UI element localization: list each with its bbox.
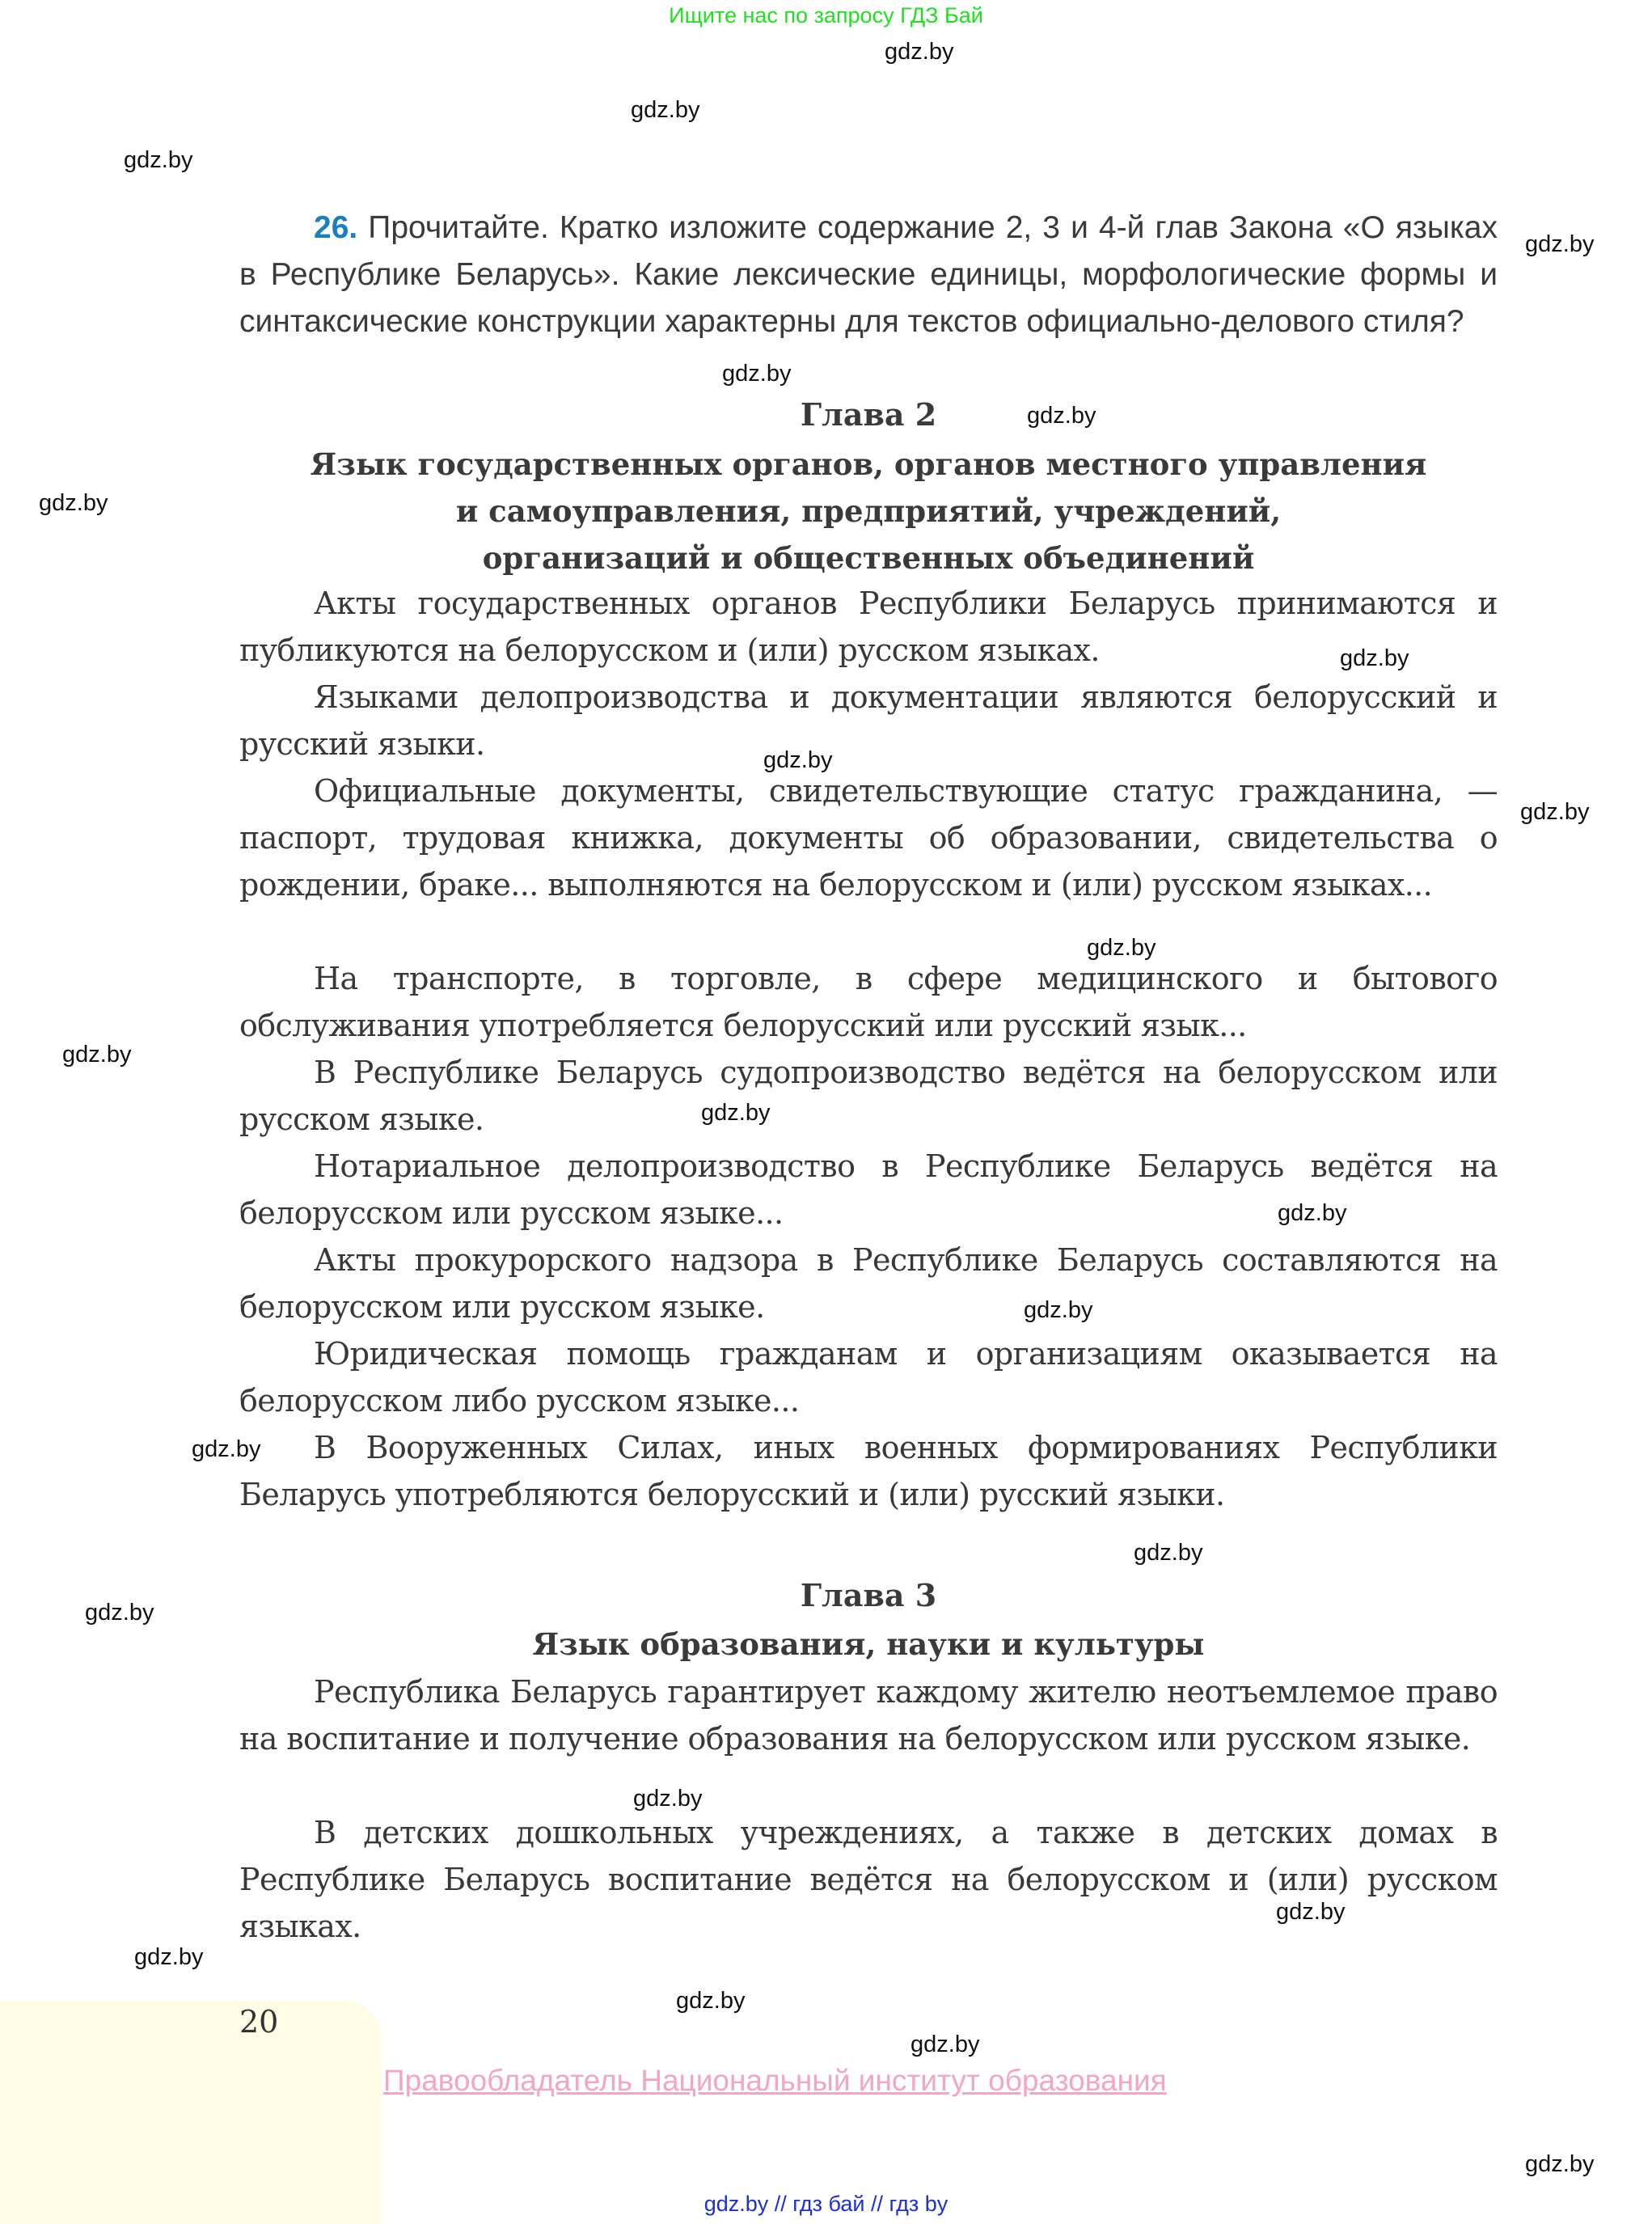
search-banner: Ищите нас по запросу ГДЗ Бай xyxy=(669,3,983,27)
paragraph: Республика Беларусь гарантирует каждому жителю неотъемлемое право на воспитание и получение образования на белорусском или русском языке. xyxy=(239,1674,1498,1757)
watermark: gdz.by xyxy=(1024,1297,1093,1323)
watermark: gdz.by xyxy=(1027,403,1096,429)
paragraph: Юридическая помощь гражданам и организациям оказывается на белорусском либо русском языке... xyxy=(239,1336,1498,1419)
watermark: gdz.by xyxy=(1134,1540,1203,1566)
watermark: gdz.by xyxy=(722,361,792,387)
watermark: gdz.by xyxy=(1520,799,1590,825)
paragraph: В Вооруженных Силах, иных военных формированиях Республики Беларусь употребляются белорусский и (или) русский языки. xyxy=(239,1430,1498,1512)
paragraph: На транспорте, в торговле, в сфере медицинского и бытового обслуживания употребляется белорусский или русский язык... xyxy=(239,961,1498,1043)
watermark: gdz.by xyxy=(1278,1200,1347,1226)
watermark: gdz.by xyxy=(62,1042,132,1068)
watermark: gdz.by xyxy=(134,1944,204,1970)
watermark: gdz.by xyxy=(763,747,833,773)
task-text: Прочитайте. Кратко изложите содержание 2, 3 и 4-й глав Закона «О языках в Республике Беларусь». Какие лексические единицы, морфологические формы и синтаксические конструкции характерны для текстов официально-делового стиля? xyxy=(239,210,1498,339)
chapter-2-heading-line-3: организаций и общественных объединений xyxy=(482,540,1255,576)
watermark: gdz.by xyxy=(631,97,700,123)
page-number: 20 xyxy=(239,2004,279,2040)
chapter-2-label: Глава 2 xyxy=(800,396,937,433)
watermark: gdz.by xyxy=(39,490,108,516)
watermark: gdz.by xyxy=(1525,231,1595,257)
watermark: gdz.by xyxy=(192,1436,261,1462)
watermark: gdz.by xyxy=(1340,645,1409,671)
site-footer-links[interactable]: gdz.by // гдз бай // гдз by xyxy=(703,2192,949,2216)
task-prompt xyxy=(239,205,1498,345)
watermark: gdz.by xyxy=(701,1100,771,1126)
paragraph: Языками делопроизводства и документации являются белорусский и русский языки. xyxy=(239,679,1498,762)
watermark: gdz.by xyxy=(885,39,954,65)
paragraph: В Республике Беларусь судопроизводство ведётся на белорусском или русском языке. xyxy=(239,1055,1498,1137)
watermark: gdz.by xyxy=(124,147,193,173)
paragraph: Нотариальное делопроизводство в Республике Беларусь ведётся на белорусском или русском языке... xyxy=(239,1148,1498,1231)
chapter-3-label: Глава 3 xyxy=(800,1577,937,1613)
chapter-2-heading-line-1: Язык государственных органов, органов местного управления xyxy=(310,446,1427,482)
watermark: gdz.by xyxy=(633,1786,703,1812)
watermark: gdz.by xyxy=(1087,935,1156,961)
paragraph: Акты государственных органов Республики Беларусь принимаются и публикуются на белорусском и (или) русском языках. xyxy=(239,586,1498,668)
watermark: gdz.by xyxy=(85,1600,154,1626)
page-number-tab xyxy=(0,2001,382,2224)
watermark: gdz.by xyxy=(1525,2151,1595,2177)
watermark: gdz.by xyxy=(676,1988,746,2014)
watermark: gdz.by xyxy=(911,2032,980,2057)
paragraph: Акты прокурорского надзора в Республике Беларусь составляются на белорусском или русском языке. xyxy=(239,1242,1498,1325)
chapter-3-heading: Язык образования, науки и культуры xyxy=(532,1626,1205,1662)
task-number: 26. xyxy=(314,210,358,245)
copyright-link[interactable]: Правообладатель Национальный институт образования xyxy=(383,2064,1167,2097)
chapter-2-heading-line-2: и самоуправления, предприятий, учреждений, xyxy=(455,493,1282,529)
watermark: gdz.by xyxy=(1276,1899,1346,1925)
paragraph: В детских дошкольных учреждениях, а также в детских домах в Республике Беларусь воспитание ведётся на белорусском и (или) русском языках. xyxy=(239,1815,1498,1944)
paragraph: Официальные документы, свидетельствующие статус гражданина, — паспорт, трудовая книжка, документы об образовании, свидетельства о рождении, браке... выполняются на белорусском и (или) русском языках... xyxy=(239,773,1498,903)
